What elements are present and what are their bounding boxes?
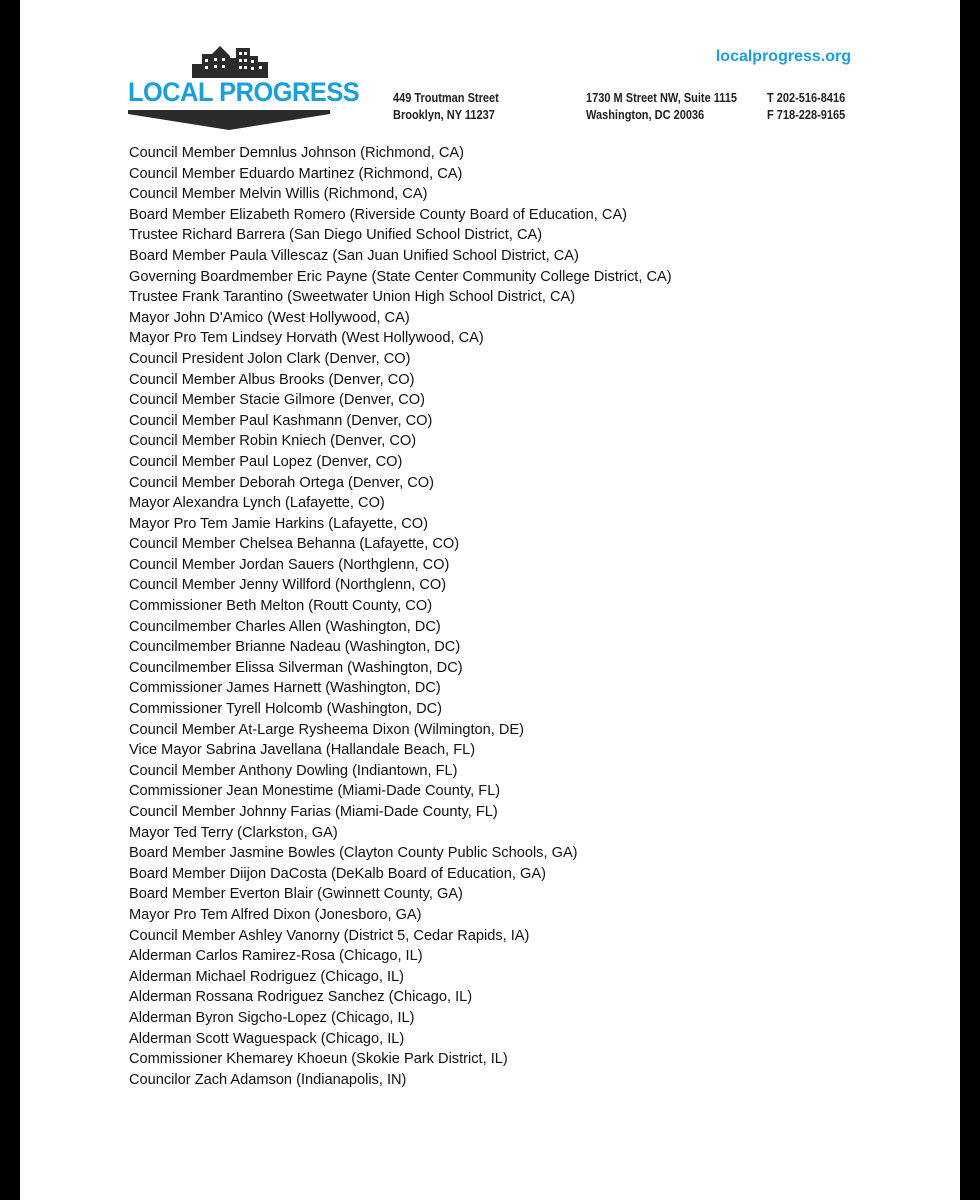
phone-number: T 202-516-8416 bbox=[767, 91, 846, 105]
list-item: Board Member Elizabeth Romero (Riverside County Board of Education, CA) bbox=[129, 206, 628, 223]
list-item: Councilor Zach Adamson (Indianapolis, IN) bbox=[129, 1071, 407, 1088]
list-item: Board Member Everton Blair (Gwinnett County, GA) bbox=[129, 886, 463, 903]
document-page bbox=[20, 0, 960, 1200]
list-item: Councilmember Brianne Nadeau (Washington, DC) bbox=[129, 639, 461, 656]
list-item: Council Member Paul Kashmann (Denver, CO) bbox=[129, 412, 433, 429]
list-item: Council Member At-Large Rysheema Dixon (Wilmington, DE) bbox=[129, 721, 524, 738]
list-item: Board Member Jasmine Bowles (Clayton County Public Schools, GA) bbox=[129, 845, 578, 862]
list-item: Commissioner Khemarey Khoeun (Skokie Park District, IL) bbox=[129, 1051, 508, 1068]
list-item: Council Member Stacie Gilmore (Denver, CO) bbox=[129, 392, 426, 409]
list-item: Alderman Michael Rodriguez (Chicago, IL) bbox=[129, 968, 404, 985]
dc-city: Washington, DC 20036 bbox=[586, 108, 705, 122]
list-item: Commissioner Tyrell Holcomb (Washington, DC) bbox=[129, 701, 443, 718]
list-item: Council Member Anthony Dowling (Indiantown, FL) bbox=[129, 762, 458, 779]
list-item: Council Member Eduardo Martinez (Richmond, CA) bbox=[129, 165, 463, 182]
list-item: Council Member Albus Brooks (Denver, CO) bbox=[129, 371, 415, 388]
list-item: Trustee Richard Barrera (San Diego Unified School District, CA) bbox=[129, 227, 543, 244]
list-item: Alderman Rossana Rodriguez Sanchez (Chicago, IL) bbox=[129, 989, 473, 1006]
list-item: Commissioner James Harnett (Washington, DC) bbox=[129, 680, 441, 697]
list-item: Alderman Carlos Ramirez-Rosa (Chicago, IL) bbox=[129, 948, 423, 965]
list-item: Council Member Chelsea Behanna (Lafayette, CO) bbox=[129, 536, 460, 553]
list-item: Council Member Robin Kniech (Denver, CO) bbox=[129, 433, 417, 450]
list-item: Governing Boardmember Eric Payne (State Center Community College District, CA) bbox=[129, 268, 672, 285]
website-link[interactable]: localprogress.org bbox=[715, 48, 851, 65]
brooklyn-address bbox=[393, 90, 499, 124]
local-progress-logo bbox=[128, 44, 360, 134]
list-item: Mayor Alexandra Lynch (Lafayette, CO) bbox=[129, 495, 385, 512]
list-item: Council Member Jordan Sauers (Northglenn, CO) bbox=[129, 556, 450, 573]
list-item: Vice Mayor Sabrina Javellana (Hallandale Beach, FL) bbox=[129, 742, 476, 759]
list-item: Mayor Ted Terry (Clarkston, GA) bbox=[129, 824, 338, 841]
list-item: Alderman Byron Sigcho-Lopez (Chicago, IL) bbox=[129, 1009, 415, 1026]
list-item: Councilmember Elissa Silverman (Washington, DC) bbox=[129, 659, 463, 676]
list-item: Mayor Pro Tem Alfred Dixon (Jonesboro, GA) bbox=[129, 906, 422, 923]
list-item: Board Member Diijon DaCosta (DeKalb Board of Education, GA) bbox=[129, 865, 546, 882]
list-item: Alderman Scott Waguespack (Chicago, IL) bbox=[129, 1030, 405, 1047]
list-item: Council Member Demnlus Johnson (Richmond, CA) bbox=[129, 145, 464, 161]
list-item: Councilmember Charles Allen (Washington, DC) bbox=[129, 618, 441, 635]
list-item: Mayor John D'Amico (West Hollywood, CA) bbox=[129, 309, 410, 326]
fax-number: F 718-228-9165 bbox=[767, 108, 846, 122]
dc-address bbox=[586, 90, 737, 124]
contact-numbers bbox=[767, 90, 845, 124]
brooklyn-city: Brooklyn, NY 11237 bbox=[393, 108, 495, 122]
list-item: Council Member Ashley Vanorny (District 5, Cedar Rapids, IA) bbox=[129, 927, 530, 944]
list-item: Commissioner Beth Melton (Routt County, CO) bbox=[129, 598, 433, 615]
logo-wordmark: LOCAL PROGRESS bbox=[128, 77, 360, 107]
signatory-list bbox=[129, 143, 672, 1090]
list-item: Board Member Paula Villescaz (San Juan Unified School District, CA) bbox=[129, 247, 579, 264]
dc-street: 1730 M Street NW, Suite 1115 bbox=[586, 91, 738, 105]
list-item: Council Member Johnny Farias (Miami-Dade County, FL) bbox=[129, 804, 498, 820]
list-item: Council Member Paul Lopez (Denver, CO) bbox=[129, 453, 403, 470]
brooklyn-street: 449 Troutman Street bbox=[393, 91, 499, 105]
list-item: Council Member Deborah Ortega (Denver, CO) bbox=[129, 474, 434, 491]
list-item: Commissioner Jean Monestime (Miami-Dade County, FL) bbox=[129, 783, 501, 800]
list-item: Council Member Jenny Willford (Northglenn, CO) bbox=[129, 577, 447, 594]
list-item: Trustee Frank Tarantino (Sweetwater Union High School District, CA) bbox=[129, 289, 576, 306]
list-item: Council Member Melvin Willis (Richmond, CA) bbox=[129, 186, 428, 203]
list-item: Mayor Pro Tem Lindsey Horvath (West Hollywood, CA) bbox=[129, 330, 484, 347]
list-item: Mayor Pro Tem Jamie Harkins (Lafayette, CO) bbox=[129, 515, 428, 532]
list-item: Council President Jolon Clark (Denver, CO) bbox=[129, 350, 411, 367]
